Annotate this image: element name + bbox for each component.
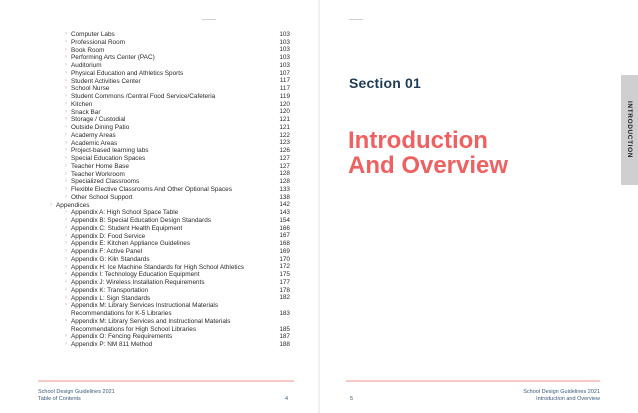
toc-entry[interactable] [56,109,290,117]
toc-entry-title: Physical Education and Athletics Sports [71,69,184,77]
toc-entry-title: Kitchen [71,100,93,108]
toc-entry-page: 103 [279,38,290,46]
toc-entry-page: 107 [279,69,290,77]
toc-entry-title: Storage / Custodial [71,116,126,124]
toc-entry-page: 127 [279,162,290,170]
toc-entry[interactable] [56,101,290,109]
toc-entry-page: 175 [279,271,290,279]
toc-entry-page: 183 [279,310,290,318]
toc-entry-page: 166 [279,224,290,232]
toc-entry-title: Appendices [56,201,90,209]
toc-entry-page: 128 [279,178,290,186]
toc-entry-page: 117 [279,85,290,93]
toc-entry-page: 117 [279,77,290,85]
chevron-right-icon: › [65,286,67,293]
chevron-right-icon: › [65,31,67,37]
toc-entry-page: 154 [279,216,290,224]
table-of-contents [50,30,290,349]
footer-rule-left [38,380,294,382]
toc-entry[interactable] [56,31,290,39]
right-footer-line2: Introduction and Overview [536,396,600,403]
toc-entry-title: Student Commons /Central Food Service/Cafeteria [71,93,216,100]
toc-entry-title: Outside Dining Patio [71,124,130,131]
chevron-right-icon: › [65,139,67,146]
toc-entry-title: Appendix M: Library Services and Instructional Materials Recommendations for High School Libraries [71,317,231,333]
toc-entry-title: Professional Room [71,38,125,46]
chevron-right-icon: › [65,232,67,239]
toc-entry-page: 121 [279,116,290,124]
toc-entry[interactable] [56,233,290,241]
toc-entry[interactable] [56,47,290,55]
toc-entry-title: Performing Arts Center (PAC) [71,54,155,62]
toc-entry-title: Auditorium [71,62,102,69]
toc-entry-title: Specialized Classrooms [71,178,140,186]
toc-entry[interactable] [56,62,290,70]
toc-entry-page: 143 [279,209,290,217]
toc-entry-title: Appendix F: Active Panel [71,248,143,255]
chevron-right-icon: › [65,93,67,99]
toc-entry-page: 126 [279,147,290,155]
chevron-right-icon: › [65,186,67,192]
toc-entry-title: Appendix O: Fencing Requirements [71,333,173,341]
toc-entry[interactable] [56,302,290,318]
toc-entry-title: School Nurse [71,85,110,93]
toc-entry-page: 133 [279,185,290,193]
toc-entry-title: Snack Bar [71,108,101,116]
chevron-right-icon: › [65,62,67,68]
toc-entry[interactable] [56,295,290,303]
chevron-right-icon: › [65,224,67,231]
toc-entry-page: 167 [279,232,290,240]
side-tab [621,75,638,185]
toc-entry-page: 185 [279,325,290,333]
toc-entry[interactable] [56,85,290,93]
toc-entry[interactable] [56,209,290,217]
chevron-right-icon: › [65,69,67,76]
chevron-right-icon: › [65,341,67,348]
toc-entry[interactable] [56,279,290,287]
toc-entry-title: Appendix P: NM 811 Method [71,341,153,349]
chevron-right-icon: › [65,147,67,154]
toc-entry-page: 103 [279,61,290,69]
toc-entry[interactable] [56,186,290,194]
section-title-line2: And Overview [348,152,509,179]
toc-entry[interactable] [56,248,290,256]
toc-entry-page: 177 [279,278,290,286]
toc-entry-title: Appendix C: Student Health Equipment [71,224,183,232]
section-label: Section 01 [349,75,422,91]
toc-entry[interactable] [56,163,290,171]
chevron-right-icon: › [65,333,67,340]
toc-entry-title: Appendix B: Special Education Design Standards [71,217,211,224]
toc-entry[interactable] [56,217,290,225]
toc-entry[interactable] [50,201,290,210]
section-title [348,128,548,178]
toc-entry-title: Appendix G: Kiln Standards [71,255,150,263]
toc-entry[interactable] [56,333,290,341]
left-page-number: 4 [285,396,289,402]
toc-entry-page: 168 [279,240,290,248]
toc-entry-page: 120 [279,100,290,108]
toc-entry-page: 127 [279,154,290,162]
toc-entry[interactable] [56,124,290,132]
chevron-right-icon: › [65,217,67,223]
chevron-right-icon: › [65,162,67,169]
toc-entry[interactable] [56,116,290,124]
toc-entry-title: Appendix E: Kitchen Appliance Guidelines [71,240,191,248]
toc-entry-title: Book Room [71,46,105,54]
toc-entry-title: Appendix D: Food Service [71,232,146,240]
toc-entry[interactable] [56,287,290,295]
toc-entry-page: 169 [279,247,290,255]
chevron-right-icon: › [65,240,67,247]
toc-entry-title: Academy Areas [71,131,116,139]
toc-entry-title: Project-based learning labs [71,147,149,155]
footer-rule-right [346,380,600,382]
toc-entry[interactable] [56,194,290,202]
right-page-number: 5 [350,396,354,402]
toc-entry-page: 170 [279,255,290,263]
chevron-right-icon: › [65,317,67,324]
toc-entry[interactable] [56,264,290,272]
toc-entry-page: 138 [279,193,290,201]
toc-entry-page: 128 [279,170,290,178]
chevron-right-icon: › [65,131,67,138]
chevron-right-icon: › [65,100,67,107]
toc-entry[interactable] [56,341,290,349]
toc-entry[interactable] [56,256,290,264]
toc-entry-page: 182 [279,294,290,302]
toc-entry-page: 142 [279,201,290,209]
toc-entry-title: Student Activities Center [71,77,141,85]
toc-entry[interactable] [56,178,290,186]
chevron-right-icon: › [65,248,67,254]
side-tab-label: INTRODUCTION [626,101,633,159]
toc-entry[interactable] [56,39,290,47]
toc-entry-title: Teacher Home Base [71,162,129,170]
chevron-right-icon: › [65,279,67,285]
chevron-right-icon: › [50,201,52,208]
header-rule-right [349,19,363,20]
toc-entry-page: 103 [279,30,290,38]
toc-entry-title: Appendix H: Ice Machine Standards for High School Athletics [71,263,244,271]
toc-entry[interactable] [56,93,290,101]
toc-entry-title: Appendix I: Technology Education Equipment [71,271,200,279]
toc-entry-page: 172 [279,263,290,271]
chevron-right-icon: › [65,85,67,92]
toc-entry[interactable] [56,147,290,155]
right-page [320,0,638,413]
chevron-right-icon: › [65,124,67,130]
left-footer-line1: School Design Guidelines 2021 [38,389,115,395]
chevron-right-icon: › [65,263,67,270]
toc-entry[interactable] [56,240,290,248]
toc-entry-page: 121 [279,123,290,131]
toc-entry[interactable] [56,78,290,86]
chevron-right-icon: › [65,46,67,53]
toc-entry-page: 188 [279,341,290,349]
toc-entry[interactable] [56,318,290,334]
toc-entry[interactable] [56,171,290,179]
toc-entry-title: Teacher Workroom [71,170,125,178]
chevron-right-icon: › [65,116,67,123]
toc-entry-page: 123 [279,139,290,147]
chevron-right-icon: › [65,294,67,301]
toc-entry[interactable] [56,132,290,140]
chevron-right-icon: › [65,54,67,61]
toc-entry-page: 103 [279,54,290,62]
left-footer-text [38,389,115,403]
left-footer-line2: Table of Contents [38,396,81,403]
toc-entry[interactable] [56,155,290,163]
toc-entry-page: 122 [279,131,290,139]
toc-entry-page: 119 [279,92,290,100]
header-rule-left [202,19,216,20]
chevron-right-icon: › [65,77,67,84]
right-footer-text [520,389,600,403]
chevron-right-icon: › [65,271,67,278]
toc-entry-page: 103 [279,46,290,54]
toc-entry-title: Computer Labs [71,31,115,38]
chevron-right-icon: › [65,108,67,115]
toc-entry[interactable] [56,54,290,62]
toc-entry[interactable] [56,225,290,233]
toc-entry-title: Appendix M: Library Services Instructional Materials Recommendations for K-5 Libraries [71,302,219,318]
toc-entry[interactable] [56,271,290,279]
toc-entry-title: Other School Support [71,193,133,201]
toc-entry-title: Appendix L: Sign Standards [71,294,151,302]
chevron-right-icon: › [65,155,67,161]
chevron-right-icon: › [65,255,67,262]
chevron-right-icon: › [65,209,67,216]
toc-entry-title: Appendix K: Transportation [71,286,149,294]
toc-entry-page: 178 [279,286,290,294]
chevron-right-icon: › [65,170,67,177]
toc-entry-page: 187 [279,333,290,341]
toc-entry[interactable] [56,140,290,148]
toc-entry-title: Flexible Elective Classrooms And Other Optional Spaces [71,186,232,193]
chevron-right-icon: › [65,38,67,45]
toc-entry[interactable] [56,70,290,78]
toc-entry-title: Special Education Spaces [71,155,146,162]
toc-entry-page: 120 [279,108,290,116]
toc-entry-title: Appendix A: High School Space Table [71,209,179,217]
toc-entry-title: Academic Areas [71,139,118,147]
section-title-line1: Introduction [348,127,488,154]
chevron-right-icon: › [65,178,67,185]
toc-entry-title: Appendix J: Wireless Installation Requirements [71,279,205,286]
chevron-right-icon: › [65,302,67,309]
right-footer-line1: School Design Guidelines 2021 [523,389,600,395]
chevron-right-icon: › [65,193,67,200]
